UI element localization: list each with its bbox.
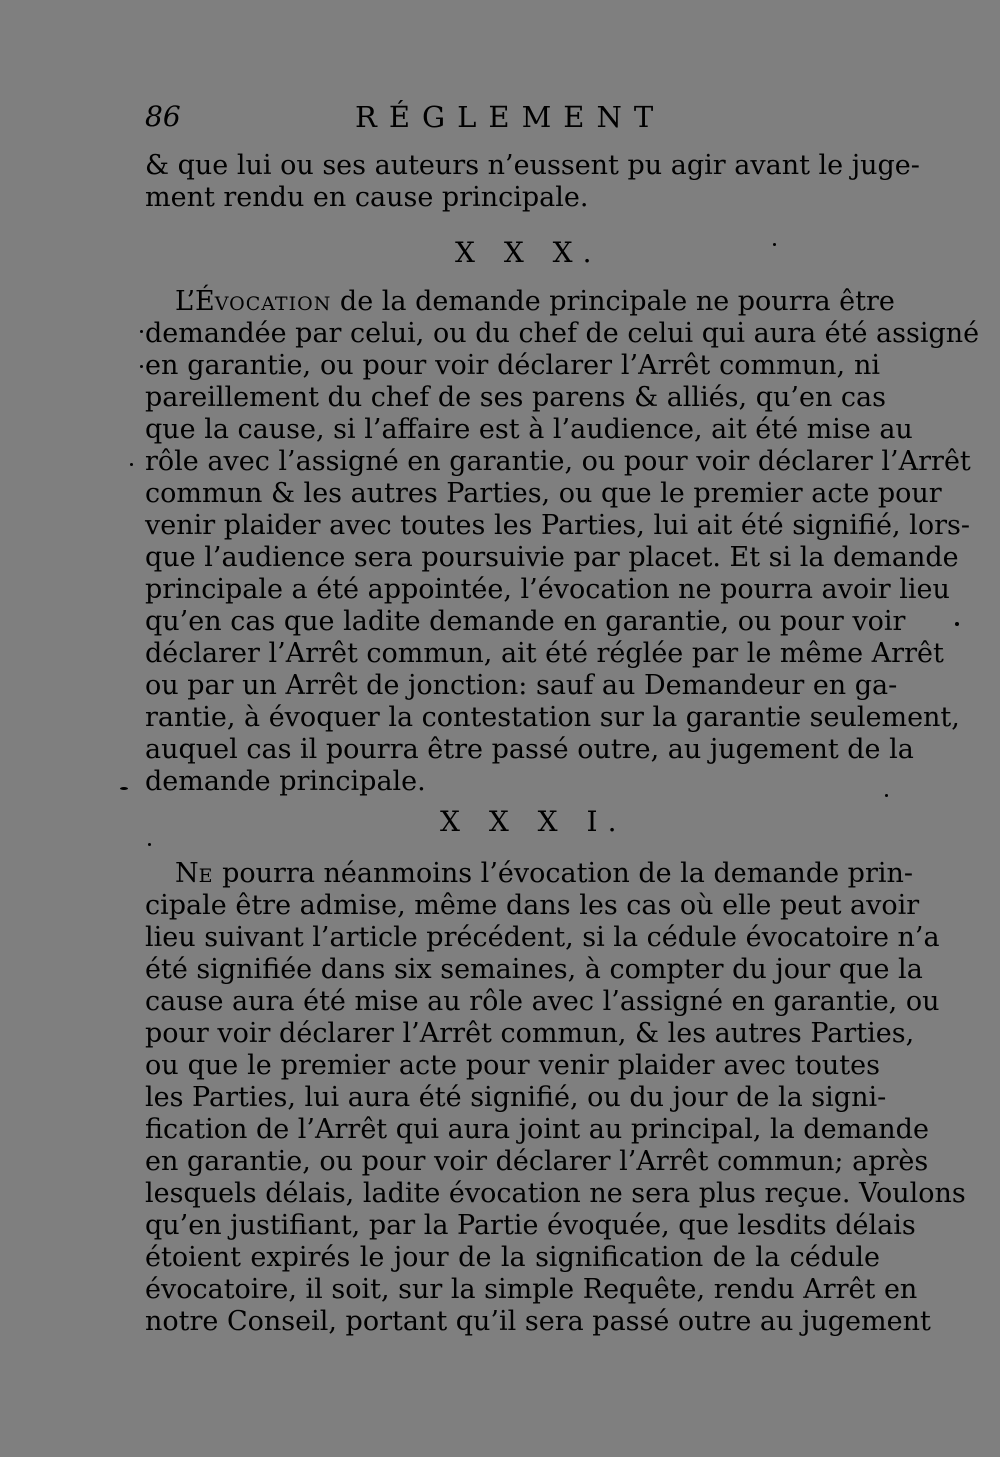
text-line: principale a été appointée, l’évocation ne pourra avoir lieu — [145, 574, 950, 605]
text-line: été signifiée dans six semaines, à compter du jour que la — [145, 954, 923, 985]
text-line: évocatoire, il soit, sur la simple Requête, rendu Arrêt en — [145, 1274, 918, 1305]
scan-speck — [148, 843, 151, 846]
text-line: notre Conseil, portant qu’il sera passé outre au jugement — [145, 1306, 931, 1337]
article-heading-30: X X X. — [455, 236, 602, 269]
lead-word-first: N — [175, 858, 199, 889]
lead-word-first: L’É — [175, 286, 215, 317]
text-line: demandée par celui, ou du chef de celui qui aura été assigné — [145, 318, 980, 349]
text-line: commun & les autres Parties, ou que le premier acte pour — [145, 478, 942, 509]
text-line: déclarer l’Arrêt commun, ait été réglée par le même Arrêt — [145, 638, 944, 669]
text-line: demande principale. — [145, 766, 426, 797]
text-line: lesquels délais, ladite évocation ne sera plus reçue. Voulons — [145, 1178, 966, 1209]
text-line: les Parties, lui aura été signifié, ou du jour de la signi- — [145, 1082, 887, 1113]
text-line: en garantie, ou pour voir déclarer l’Arrêt commun, ni — [145, 350, 880, 381]
article-31-body — [145, 858, 966, 1338]
first-line-rest: de la demande principale ne pourra être — [331, 286, 895, 317]
text-line: que l’audience sera poursuivie par placet. Et si la demande — [145, 542, 959, 573]
text-line-first — [145, 286, 895, 318]
text-line: ou que le premier acte pour venir plaider avec toutes — [145, 1050, 880, 1081]
article-heading-31: X X X I. — [440, 805, 627, 838]
scan-speck — [120, 787, 128, 790]
article-30-body — [145, 286, 980, 798]
text-line: rantie, à évoquer la contestation sur la garantie seulement, — [145, 702, 960, 733]
text-line: cipale être admise, même dans les cas où elle peut avoir — [145, 890, 920, 921]
lead-word-smallcaps: VOCATION — [214, 293, 332, 315]
scan-speck — [140, 365, 143, 368]
text-line: étoient expirés le jour de la signification de la cédule — [145, 1242, 880, 1273]
text-line: qu’en justifiant, par la Partie évoquée, que lesdits délais — [145, 1210, 916, 1241]
text-line: ou par un Arrêt de jonction: sauf au Demandeur en ga- — [145, 670, 898, 701]
scan-speck — [130, 463, 133, 466]
text-line-first — [145, 858, 914, 890]
text-line: & que lui ou ses auteurs n’eussent pu agir avant le juge- — [145, 150, 920, 181]
scan-speck — [773, 243, 776, 246]
text-line: qu’en cas que ladite demande en garantie, ou pour voir — [145, 606, 906, 637]
scan-speck — [140, 330, 143, 333]
text-line: cause aura été mise au rôle avec l’assigné en garantie, ou — [145, 986, 940, 1017]
text-line: fication de l’Arrêt qui aura joint au principal, la demande — [145, 1114, 929, 1145]
text-line: auquel cas il pourra être passé outre, au jugement de la — [145, 734, 914, 765]
text-line: que la cause, si l’affaire est à l’audience, ait été mise au — [145, 414, 913, 445]
scan-speck — [955, 622, 959, 626]
first-line-rest: pourra néanmoins l’évocation de la demande prin- — [213, 858, 914, 889]
text-line: ment rendu en cause principale. — [145, 182, 589, 213]
text-line: lieu suivant l’article précédent, si la cédule évocatoire n’a — [145, 922, 940, 953]
lead-word-smallcaps: E — [198, 865, 214, 887]
text-line: en garantie, ou pour voir déclarer l’Arrêt commun; après — [145, 1146, 929, 1177]
text-line: pareillement du chef de ses parens & alliés, qu’en cas — [145, 382, 886, 413]
text-line: venir plaider avec toutes les Parties, lui ait été signifié, lors- — [145, 510, 970, 541]
text-line: pour voir déclarer l’Arrêt commun, & les autres Parties, — [145, 1018, 915, 1049]
page-header — [145, 100, 880, 140]
scan-speck — [885, 794, 888, 797]
page-number: 86 — [145, 100, 181, 133]
running-title: RÉGLEMENT — [355, 100, 666, 134]
continuation-text — [145, 150, 920, 214]
text-line: rôle avec l’assigné en garantie, ou pour voir déclarer l’Arrêt — [145, 446, 971, 477]
